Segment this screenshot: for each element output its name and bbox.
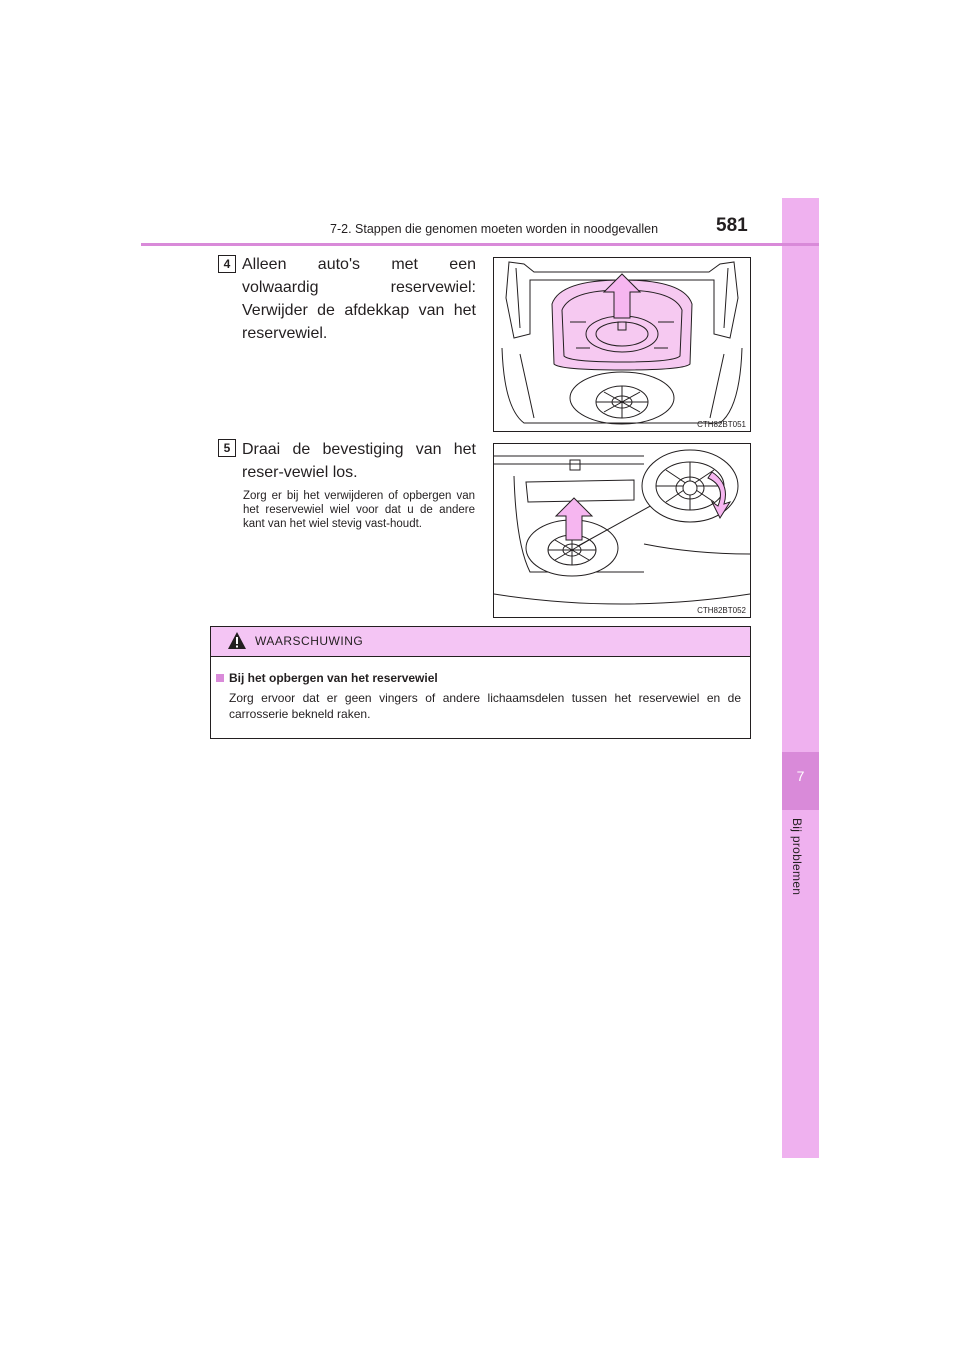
warning-header (211, 627, 750, 657)
figure-spare-cover (493, 257, 751, 432)
square-bullet-icon (216, 674, 224, 682)
step-4-text: Alleen auto's met een volwaardig reservewiel: Verwijder de afdekkap van het reservewiel. (242, 256, 476, 342)
trunk-cover-illustration (494, 258, 750, 431)
figure-spare-wheel-clamp (493, 443, 751, 618)
warning-title: WAARSCHUWING (255, 634, 364, 648)
step-number-4: 4 (218, 255, 236, 273)
step-number-5: 5 (218, 439, 236, 457)
step-5-text: Draai de bevestiging van het reser-vewiel los. (242, 441, 476, 481)
header-rule (141, 243, 819, 246)
page-number: 581 (716, 215, 748, 236)
wheel-clamp-illustration (494, 444, 750, 617)
section-title: 7-2. Stappen die genomen moeten worden in noodgevallen (330, 222, 659, 236)
warning-subheading (216, 671, 438, 685)
figure-code: CTH82BT052 (697, 606, 746, 615)
chapter-side-tab (782, 198, 819, 1158)
step-5-note: Zorg er bij het verwijderen of opbergen van het reservewiel wiel voor dat u de andere kant van het wiel stevig vast-houdt. (243, 490, 475, 530)
figure-code: CTH82BT051 (697, 420, 746, 429)
warning-text: Zorg ervoor dat er geen vingers of andere lichaamsdelen tussen het reservewiel en de carrosserie bekneld raken. (229, 691, 741, 721)
warning-box (210, 626, 751, 739)
warning-icon (227, 631, 247, 650)
chapter-label: Bij problemen (790, 818, 804, 896)
chapter-number: 7 (796, 768, 805, 784)
warning-subheading-text: Bij het opbergen van het reservewiel (229, 671, 438, 685)
